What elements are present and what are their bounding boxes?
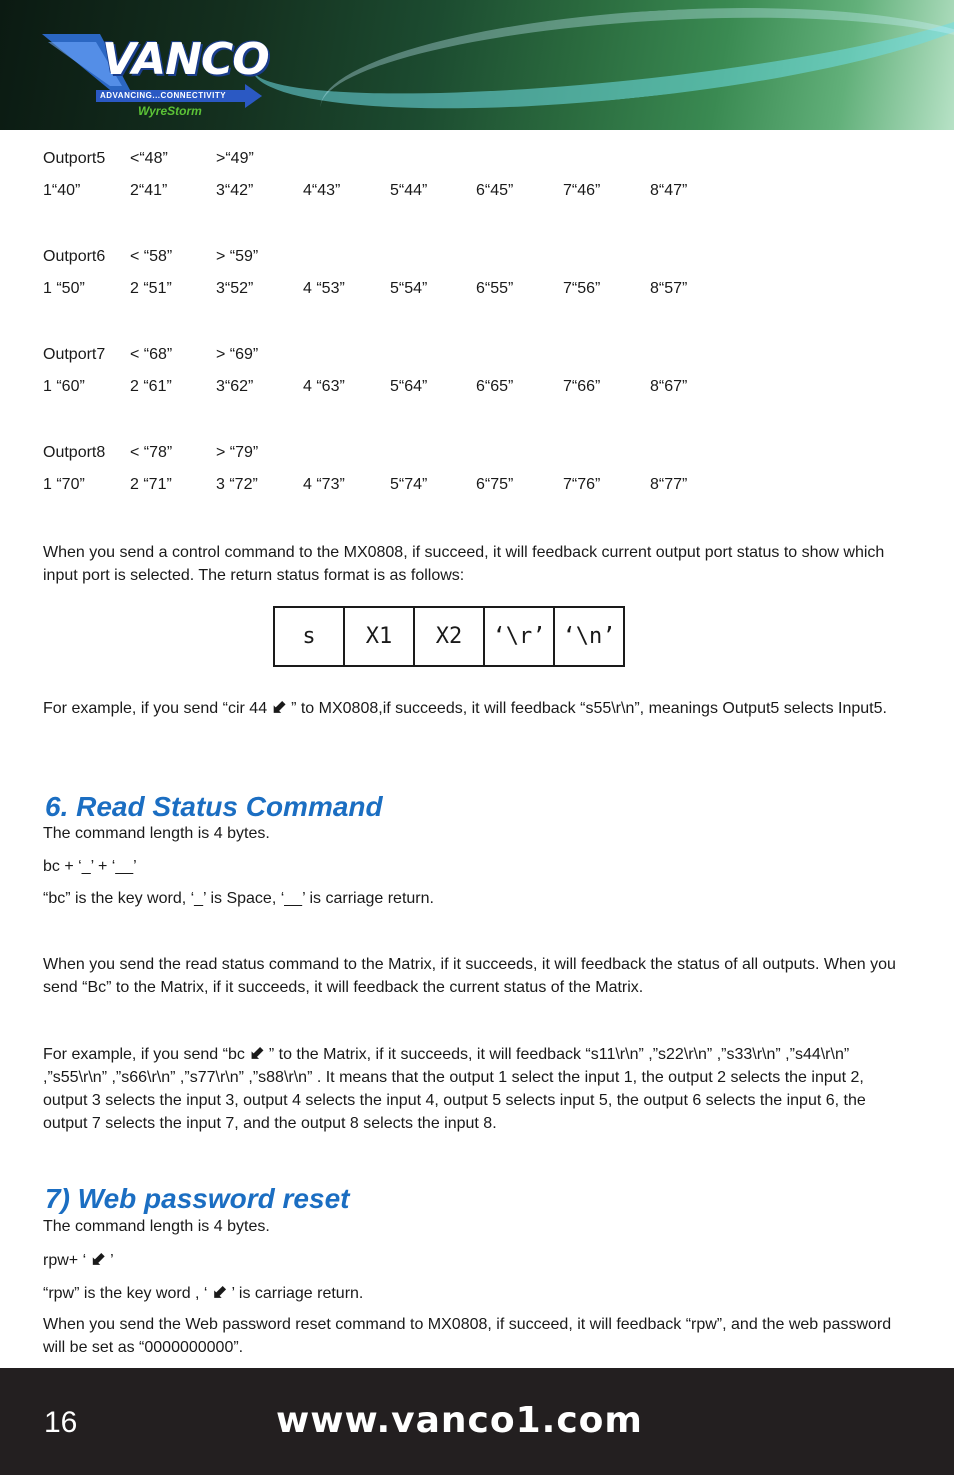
format-cell: X1 — [344, 607, 414, 666]
code-cell: 3“62” — [216, 378, 254, 395]
command-length-text: The command length is 4 bytes. — [43, 825, 270, 842]
password-reset-paragraph: When you send the Web password reset command to MX0808, if succeed, it will feedback “rpw”, and the web password will be set as “0000000000”. — [43, 1316, 892, 1356]
code-cell: 6“45” — [476, 182, 514, 199]
section-heading: 6. Read Status Command — [45, 791, 383, 822]
format-text: rpw+ ‘ — [43, 1252, 91, 1269]
example-text: For example, if you send “bc — [43, 1046, 250, 1063]
format-cell: ‘\n’ — [554, 607, 624, 666]
code-cell: 3 “72” — [216, 476, 258, 493]
keyword-part: “rpw” is the key word , ‘ — [43, 1285, 212, 1302]
code-cell: 4 “63” — [303, 378, 345, 395]
code-cell: 2 “61” — [130, 378, 172, 395]
page-header — [0, 0, 954, 130]
page-footer — [0, 1368, 954, 1475]
code-cell: 7“66” — [563, 378, 601, 395]
outport-less-code: < “78” — [130, 444, 173, 461]
code-cell: 8“47” — [650, 182, 688, 199]
carriage-return-icon: ⬋ — [211, 1282, 228, 1302]
example-paragraph — [43, 1042, 903, 1135]
outport-less-code: <“48” — [130, 150, 168, 167]
format-cell: X2 — [414, 607, 484, 666]
code-cell: 2 “71” — [130, 476, 172, 493]
outport-less-code: < “68” — [130, 346, 173, 363]
format-text: ’ — [105, 1252, 114, 1269]
code-cell: 3“52” — [216, 280, 254, 297]
code-cell: 8“67” — [650, 378, 688, 395]
example-text: For example, if you send “cir 44 — [43, 700, 272, 717]
code-cell: 5“74” — [390, 476, 428, 493]
section-heading: 7) Web password reset — [45, 1183, 350, 1214]
keyword-text — [43, 1281, 903, 1305]
code-cell: 6“65” — [476, 378, 514, 395]
outport-label: Outport5 — [43, 150, 106, 167]
status-format-table — [273, 606, 625, 667]
code-cell: 6“55” — [476, 280, 514, 297]
logo-tagline: ADVANCING...CONNECTIVITY — [96, 90, 250, 102]
code-cell: 7“46” — [563, 182, 601, 199]
code-cell: 1“40” — [43, 182, 81, 199]
vanco-logo — [40, 28, 270, 123]
logo-wordmark: VANCO — [102, 34, 269, 85]
logo-sub-brand: WyreStorm — [138, 104, 202, 118]
command-format-text: bc + ‘_’ + ‘__’ — [43, 858, 137, 875]
keyword-text: “bc” is the key word, ‘_’ is Space, ‘__’ is carriage return. — [43, 890, 434, 907]
example-paragraph — [43, 696, 903, 720]
code-cell: 1 “50” — [43, 280, 85, 297]
page-number: 16 — [44, 1406, 78, 1439]
outport-greater-code: > “79” — [216, 444, 259, 461]
read-status-paragraph: When you send the read status command to the Matrix, if it succeeds, it will feedback the status of all outputs. When you send “Bc” to the Matrix, if it succeeds, it will feedback the current status of the Matrix. — [43, 956, 896, 996]
outport-label: Outport6 — [43, 248, 106, 265]
code-cell: 5“54” — [390, 280, 428, 297]
code-cell: 7“56” — [563, 280, 601, 297]
carriage-return-icon: ⬋ — [249, 1043, 265, 1063]
code-cell: 8“77” — [650, 476, 688, 493]
code-cell: 8“57” — [650, 280, 688, 297]
command-format-text — [43, 1248, 903, 1272]
code-cell: 2“41” — [130, 182, 168, 199]
carriage-return-icon: ⬋ — [271, 697, 287, 717]
outport-label: Outport7 — [43, 346, 106, 363]
carriage-return-icon: ⬋ — [90, 1249, 106, 1269]
code-cell: 7“76” — [563, 476, 601, 493]
website-url: www.vanco1.com — [276, 1400, 643, 1441]
example-text: ” to MX0808,if succeeds, it will feedback “s55\r\n”, meanings Output5 selects Input5. — [286, 700, 887, 717]
outport-greater-code: >“49” — [216, 150, 254, 167]
outport-greater-code: > “59” — [216, 248, 259, 265]
example-text: ” to the Matrix, if it succeeds, it will feedback “s11\r\n” ,”s22\r\n” ,”s33\r\n” ,”s44\r\n” ,”s55\r\n” ,”s66\r\n” ,”s77\r\n” ,”s88\r\n” . It means that the output 1 select the input 1, the output 2 selects the input 2, output 3 selects the input 3, output 4 selects the input 4, output 5 selects input 5, the output 6 selects the input 6, the output 7 selects the input 7, and the output 8 selects the input 8. — [43, 1046, 866, 1132]
control-feedback-paragraph: When you send a control command to the MX0808, if succeed, it will feedback current output port status to show which input port is selected. The return status format is as follows: — [43, 544, 885, 584]
keyword-part: ’ is carriage return. — [227, 1285, 364, 1302]
code-cell: 2 “51” — [130, 280, 172, 297]
code-cell: 4“43” — [303, 182, 341, 199]
code-cell: 5“64” — [390, 378, 428, 395]
code-cell: 1 “60” — [43, 378, 85, 395]
code-cell: 4 “73” — [303, 476, 345, 493]
code-cell: 3“42” — [216, 182, 254, 199]
code-cell: 6“75” — [476, 476, 514, 493]
code-cell: 4 “53” — [303, 280, 345, 297]
command-length-text: The command length is 4 bytes. — [43, 1218, 270, 1235]
outport-label: Outport8 — [43, 444, 106, 461]
outport-greater-code: > “69” — [216, 346, 259, 363]
outport-less-code: < “58” — [130, 248, 173, 265]
format-cell: s — [274, 607, 344, 666]
format-cell: ‘\r’ — [484, 607, 554, 666]
code-cell: 1 “70” — [43, 476, 85, 493]
code-cell: 5“44” — [390, 182, 428, 199]
